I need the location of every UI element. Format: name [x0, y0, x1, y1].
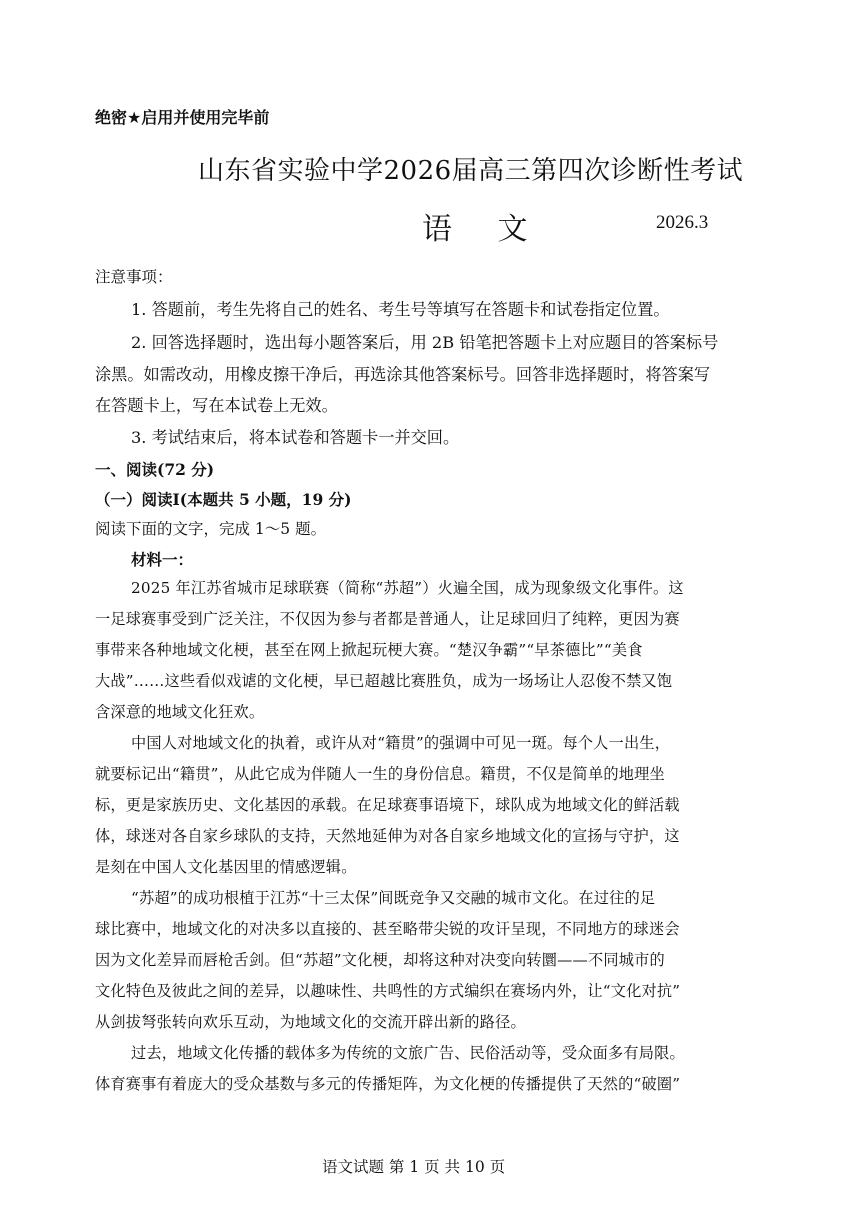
reading-instruction: 阅读下面的文字，完成 1～5 题。 — [95, 520, 327, 538]
passage-line: 一足球赛事受到广泛关注，不仅因为参与者都是普通人，让足球回归了纯粹，更因为赛 — [95, 610, 680, 628]
passage-line: 体育赛事有着庞大的受众基数与多元的传播矩阵，为文化梗的传播提供了天然的“破圈” — [95, 1075, 681, 1093]
notice-line: 3. 考试结束后，将本试卷和答题卡一并交回。 — [131, 428, 460, 447]
notice-line: 在答题卡上，写在本试卷上无效。 — [95, 396, 338, 415]
subsection-heading: （一）阅读Ⅰ(本题共 5 小题，19 分) — [95, 490, 352, 509]
section-heading: 一、阅读(72 分) — [95, 460, 215, 479]
page-footer: 语文试题 第 1 页 共 10 页 — [322, 1158, 506, 1176]
passage-line: 过去，地域文化传播的载体多为传统的文旅广告、民俗活动等，受众面多有局限。 — [131, 1044, 685, 1062]
passage-line: 因为文化差异而唇枪舌剑。但“苏超”文化梗，却将这种对决变向转圜——不同城市的 — [95, 951, 665, 969]
exam-title: 山东省实验中学2026届高三第四次诊断性考试 — [198, 156, 744, 186]
passage-line: 从剑拔弩张转向欢乐互动，为地域文化的交流开辟出新的路径。 — [95, 1013, 526, 1031]
passage-line: 球比赛中，地域文化的对决多以直接的、甚至略带尖锐的攻讦呈现，不同地方的球迷会 — [95, 920, 680, 938]
notice-line: 涂黑。如需改动，用橡皮擦干净后，再选涂其他答案标号。回答非选择题时，将答案写 — [95, 365, 711, 384]
passage-line: 标，更是家族历史、文化基因的承载。在足球赛事语境下，球队成为地域文化的鲜活载 — [95, 796, 680, 814]
passage-line: 2025 年江苏省城市足球联赛（简称“苏超”）火遍全国，成为现象级文化事件。这 — [131, 579, 684, 597]
passage-line: 体，球迷对各自家乡球队的支持，天然地延伸为对各自家乡地域文化的宣扬与守护，这 — [95, 827, 680, 845]
exam-date: 2026.3 — [656, 212, 709, 233]
notice-line: 2. 回答选择题时，选出每小题答案后，用 2B 铅笔把答题卡上对应题目的答案标号 — [131, 333, 719, 352]
subject-title: 语 文 — [422, 212, 546, 247]
secret-label: 绝密★启用并使用完毕前 — [95, 108, 270, 127]
notice-heading: 注意事项： — [95, 268, 173, 286]
notice-line: 1. 答题前，考生先将自己的姓名、考生号等填写在答题卡和试卷指定位置。 — [131, 300, 670, 319]
material-label: 材料一： — [131, 550, 194, 569]
passage-line: 含深意的地域文化狂欢。 — [95, 703, 265, 721]
passage-line: “苏超”的成功根植于江苏“十三太保”间既竞争又交融的城市文化。在过往的足 — [131, 889, 656, 907]
passage-line: 文化特色及彼此之间的差异，以趣味性、共鸣性的方式编织在赛场内外，让“文化对抗” — [95, 982, 681, 1000]
passage-line: 大战”……这些看似戏谑的文化梗，早已超越比赛胜负，成为一场场让人忍俊不禁又饱 — [95, 672, 673, 690]
passage-line: 事带来各种地域文化梗，甚至在网上掀起玩梗大赛。“楚汉争霸”“早茶德比”“美食 — [95, 641, 643, 659]
passage-line: 就要标记出“籍贯”，从此它成为伴随人一生的身份信息。籍贯，不仅是简单的地理坐 — [95, 765, 665, 783]
passage-line: 是刻在中国人文化基因里的情感逻辑。 — [95, 858, 357, 876]
passage-line: 中国人对地域文化的执着，或许从对“籍贯”的强调中可见一斑。每个人一出生， — [131, 734, 671, 752]
